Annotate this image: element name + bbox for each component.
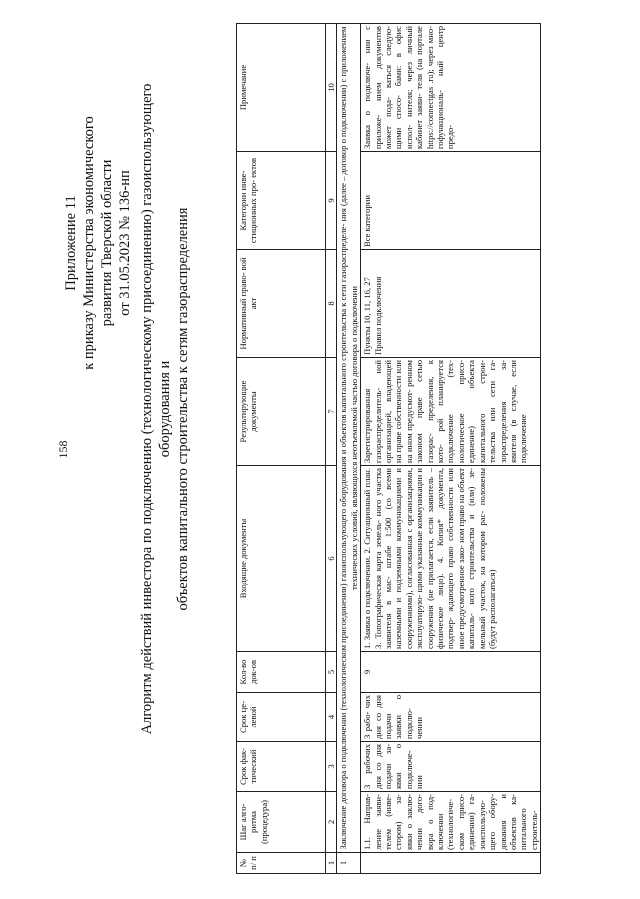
header-cell: Шаг алго- ритма (процедура)	[237, 792, 326, 853]
column-number: 6	[326, 466, 337, 652]
header-cell: Срок фак- тический	[237, 742, 326, 792]
header-cell: № п/ п	[237, 853, 326, 874]
header-cell: Срок це- левой	[237, 693, 326, 742]
header-cell: Категории инве- стиционных про- ектов	[237, 152, 326, 250]
table-row	[361, 24, 541, 874]
header-cell: Нормативный право- вой акт	[237, 250, 326, 358]
header-cell: Результирующие документы	[237, 358, 326, 466]
row-number-cell	[361, 853, 541, 874]
categories-cell: Все категории	[361, 152, 541, 250]
column-number-row	[326, 24, 337, 874]
column-number: 9	[326, 152, 337, 250]
target-term-cell: 3 рабо- чих дня со дня подачи заявки о подклю- чении	[361, 693, 541, 742]
appendix-line: от 31.05.2023 № 136-нп	[117, 170, 133, 316]
column-number: 4	[326, 693, 337, 742]
fact-term-cell: 3 рабочих дня со дня подачи за- явки о подключе- нии	[361, 742, 541, 792]
appendix-line: Приложение 11	[63, 195, 79, 291]
appendix-line: к приказу Министерства экономического	[81, 116, 97, 370]
document-title	[138, 59, 192, 759]
step-cell: 1.1. Направ- ление заяви- телем (инве- стором) за- явки о заклю- чении дого- вора о под- ключении (технологиче- ском присо- единении) га- зоиспользую- щего обору- дования и объектов ка- питального строитель-	[361, 792, 541, 853]
header-cell: Входящие документы	[237, 466, 326, 652]
title-line: объектов капитального строительства к сетям газораспределения	[175, 207, 191, 611]
appendix-line: развития Тверской области	[99, 159, 115, 327]
column-number: 7	[326, 358, 337, 466]
note-cell: Заявка о подключе- нии с приложе- нием документов может пода- ваться следую- щими спосо- бами: в офис испол- нителя; через личный кабинет заяви- теля (на портале https://connectgas .ru); через мно- гофункциональ- ный центр предо-	[361, 24, 541, 152]
title-line: Алгоритм действий инвестора по подключению (технологическому присоединению) газоиспользующего оборудования и	[139, 83, 173, 735]
doc-count-cell: 9	[361, 652, 541, 693]
table-header-row	[237, 24, 326, 874]
input-docs-cell: 1. Заявка о подключении. 2. Ситуационный план. 3. Топографическая карта земель- ного участка заявителя в мас- штабе 1:500 (со всеми наземными и подземными коммуникациями и сооружениями), согласованная с организациями, эксплуатирую- щими указанные коммуникации и сооружения (не прилагается, если заявитель – физическое лицо). 4. Копия* документа, подтвер- ждающего право собственности или иное предусмотренное зако- ном право на объект капиталь- ного строительства и (или) зе- мельный участок, на котором рас- положены (будут располагаться)	[361, 466, 541, 652]
column-number: 1	[326, 853, 337, 874]
appendix-header	[62, 58, 134, 428]
column-number: 5	[326, 652, 337, 693]
header-cell: Кол-во док-ов	[237, 652, 326, 693]
column-number: 8	[326, 250, 337, 358]
column-number: 10	[326, 24, 337, 152]
section-title: Заключение договора о подключении (технологическом присоединении) газоиспользующего оборудования и объектов капитального строительства к сети газораспределе- ния (далее – договор о подключении) с приложением технических условий, являющихся неотъемлемой частью договора о подключении	[337, 24, 361, 853]
section-row	[337, 24, 361, 874]
page-number: 158	[56, 440, 70, 459]
legal-act-cell: Пункты 10, 11, 16, 27 Правил подключения	[361, 250, 541, 358]
section-number: 1	[337, 853, 361, 874]
result-docs-cell: Зарегистрированная газораспределитель- ной организацией, владеющей на праве собственности или на ином предусмот- ренном законом праве сетью газорас- пределения, к кото- рой планируется подключение (тех- нологическое присо- единение) объекта капитального строи- тельства или сети га- зораспределения за- явителя (в случае, если подключение	[361, 358, 541, 466]
algorithm-table	[236, 23, 541, 874]
column-number: 2	[326, 792, 337, 853]
header-cell: Примечание	[237, 24, 326, 152]
column-number: 3	[326, 742, 337, 792]
